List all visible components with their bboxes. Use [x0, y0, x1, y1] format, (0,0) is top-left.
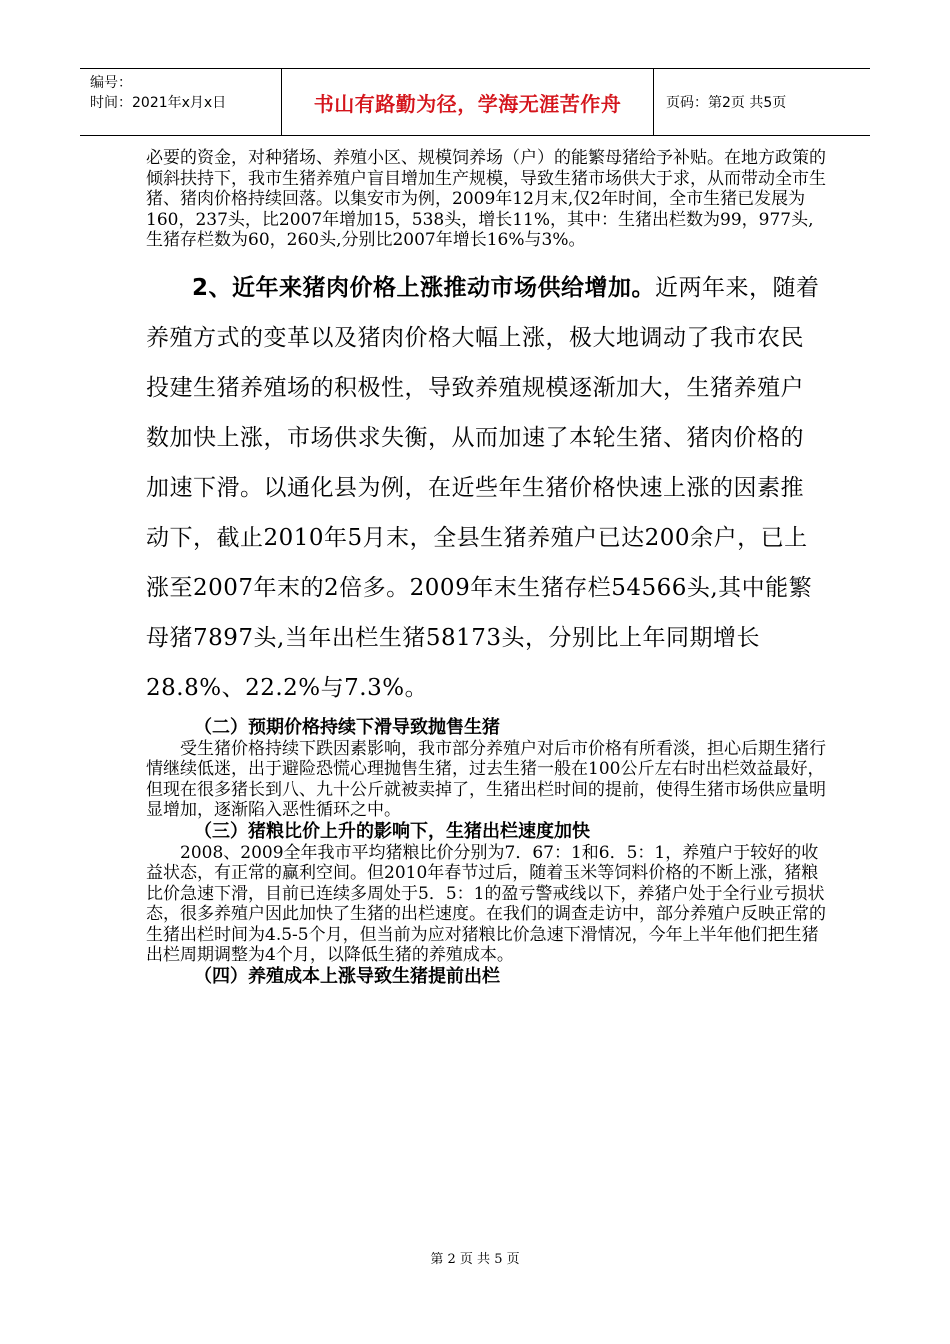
- header-meta: [80, 69, 282, 135]
- paragraph-2: [146, 263, 826, 713]
- paragraph-2-lead: 2、近年来猪肉价格上涨推动市场供给增加。: [192, 274, 656, 301]
- header-page-info: 页码：第2页 共5页: [666, 95, 787, 111]
- section-heading-2: （二）预期价格持续下滑导致抛售生猪: [194, 716, 500, 738]
- section-heading-4: （四）养殖成本上涨导致生猪提前出栏: [194, 965, 500, 987]
- code-label: 编号：: [90, 75, 132, 91]
- paragraph-2-body: 近两年来，随着养殖方式的变革以及猪肉价格大幅上涨，极大地调动了我市农民投建生猪养殖场的积极性，导致养殖规模逐渐加大，生猪养殖户数加快上涨，市场供求失衡，从而加速了本轮生猪、猪肉价格的加速下滑。以通化县为例，在近些年生猪价格快速上涨的因素推动下，截止2010年5月末，全县生猪养殖户已达200余户，已上涨至2007年末的2倍多。2009年末生猪存栏54566头,其中能繁母猪7897头,当年出栏生猪58173头，分别比上年同期增长28.8%、22.2%与7.3%。: [146, 274, 820, 701]
- paragraph-3: 受生猪价格持续下跌因素影响，我市部分养殖户对后市价格有所看淡，担心后期生猪行情继续低迷，出于避险恐慌心理抛售生猪，过去生猪一般在100公斤左右时出栏效益最好，但现在很多猪长到八、九十公斤就被卖掉了，生猪出栏时间的提前，使得生猪市场供应量明显增加，逐渐陷入恶性循环之中。: [146, 738, 826, 820]
- header-motto: 书山有路勤为径，学海无涯苦作舟: [282, 69, 654, 135]
- section-heading-3: （三）猪粮比价上升的影响下，生猪出栏速度加快: [194, 820, 590, 842]
- page-header: [80, 68, 870, 136]
- page-footer: 第 2 页 共 5 页: [430, 1252, 520, 1267]
- paragraph-4: 2008、2009全年我市平均猪粮比价分别为7．67：1和6．5：1，养殖户于较好的收益状态，有正常的赢利空间。但2010年春节过后，随着玉米等饲料价格的不断上涨，猪粮比价急速下滑，目前已连续多周处于5．5：1的盈亏警戒线以下，养猪户处于全行业亏损状态，很多养殖户因此加快了生猪的出栏速度。在我们的调查走访中，部分养殖户反映正常的生猪出栏时间为4.5-5个月，但当前为应对猪粮比价急速下滑情况，今年上半年他们把生猪出栏周期调整为4个月，以降低生猪的养殖成本。: [146, 842, 826, 965]
- document-body: [146, 148, 826, 988]
- date-label: 时间：2021年x月x日: [90, 95, 227, 111]
- paragraph-1: 必要的资金，对种猪场、养殖小区、规模饲养场（户）的能繁母猪给予补贴。在地方政策的倾斜扶持下，我市生猪养殖户盲目增加生产规模，导致生猪市场供大于求，从而带动全市生猪、猪肉价格持续回落。以集安市为例，2009年12月末,仅2年时间，全市生猪已发展为160，237头，比2007年增加15，538头，增长11%，其中：生猪出栏数为99，977头,生猪存栏数为60，260头,分别比2007年增长16%与3%。: [146, 148, 826, 250]
